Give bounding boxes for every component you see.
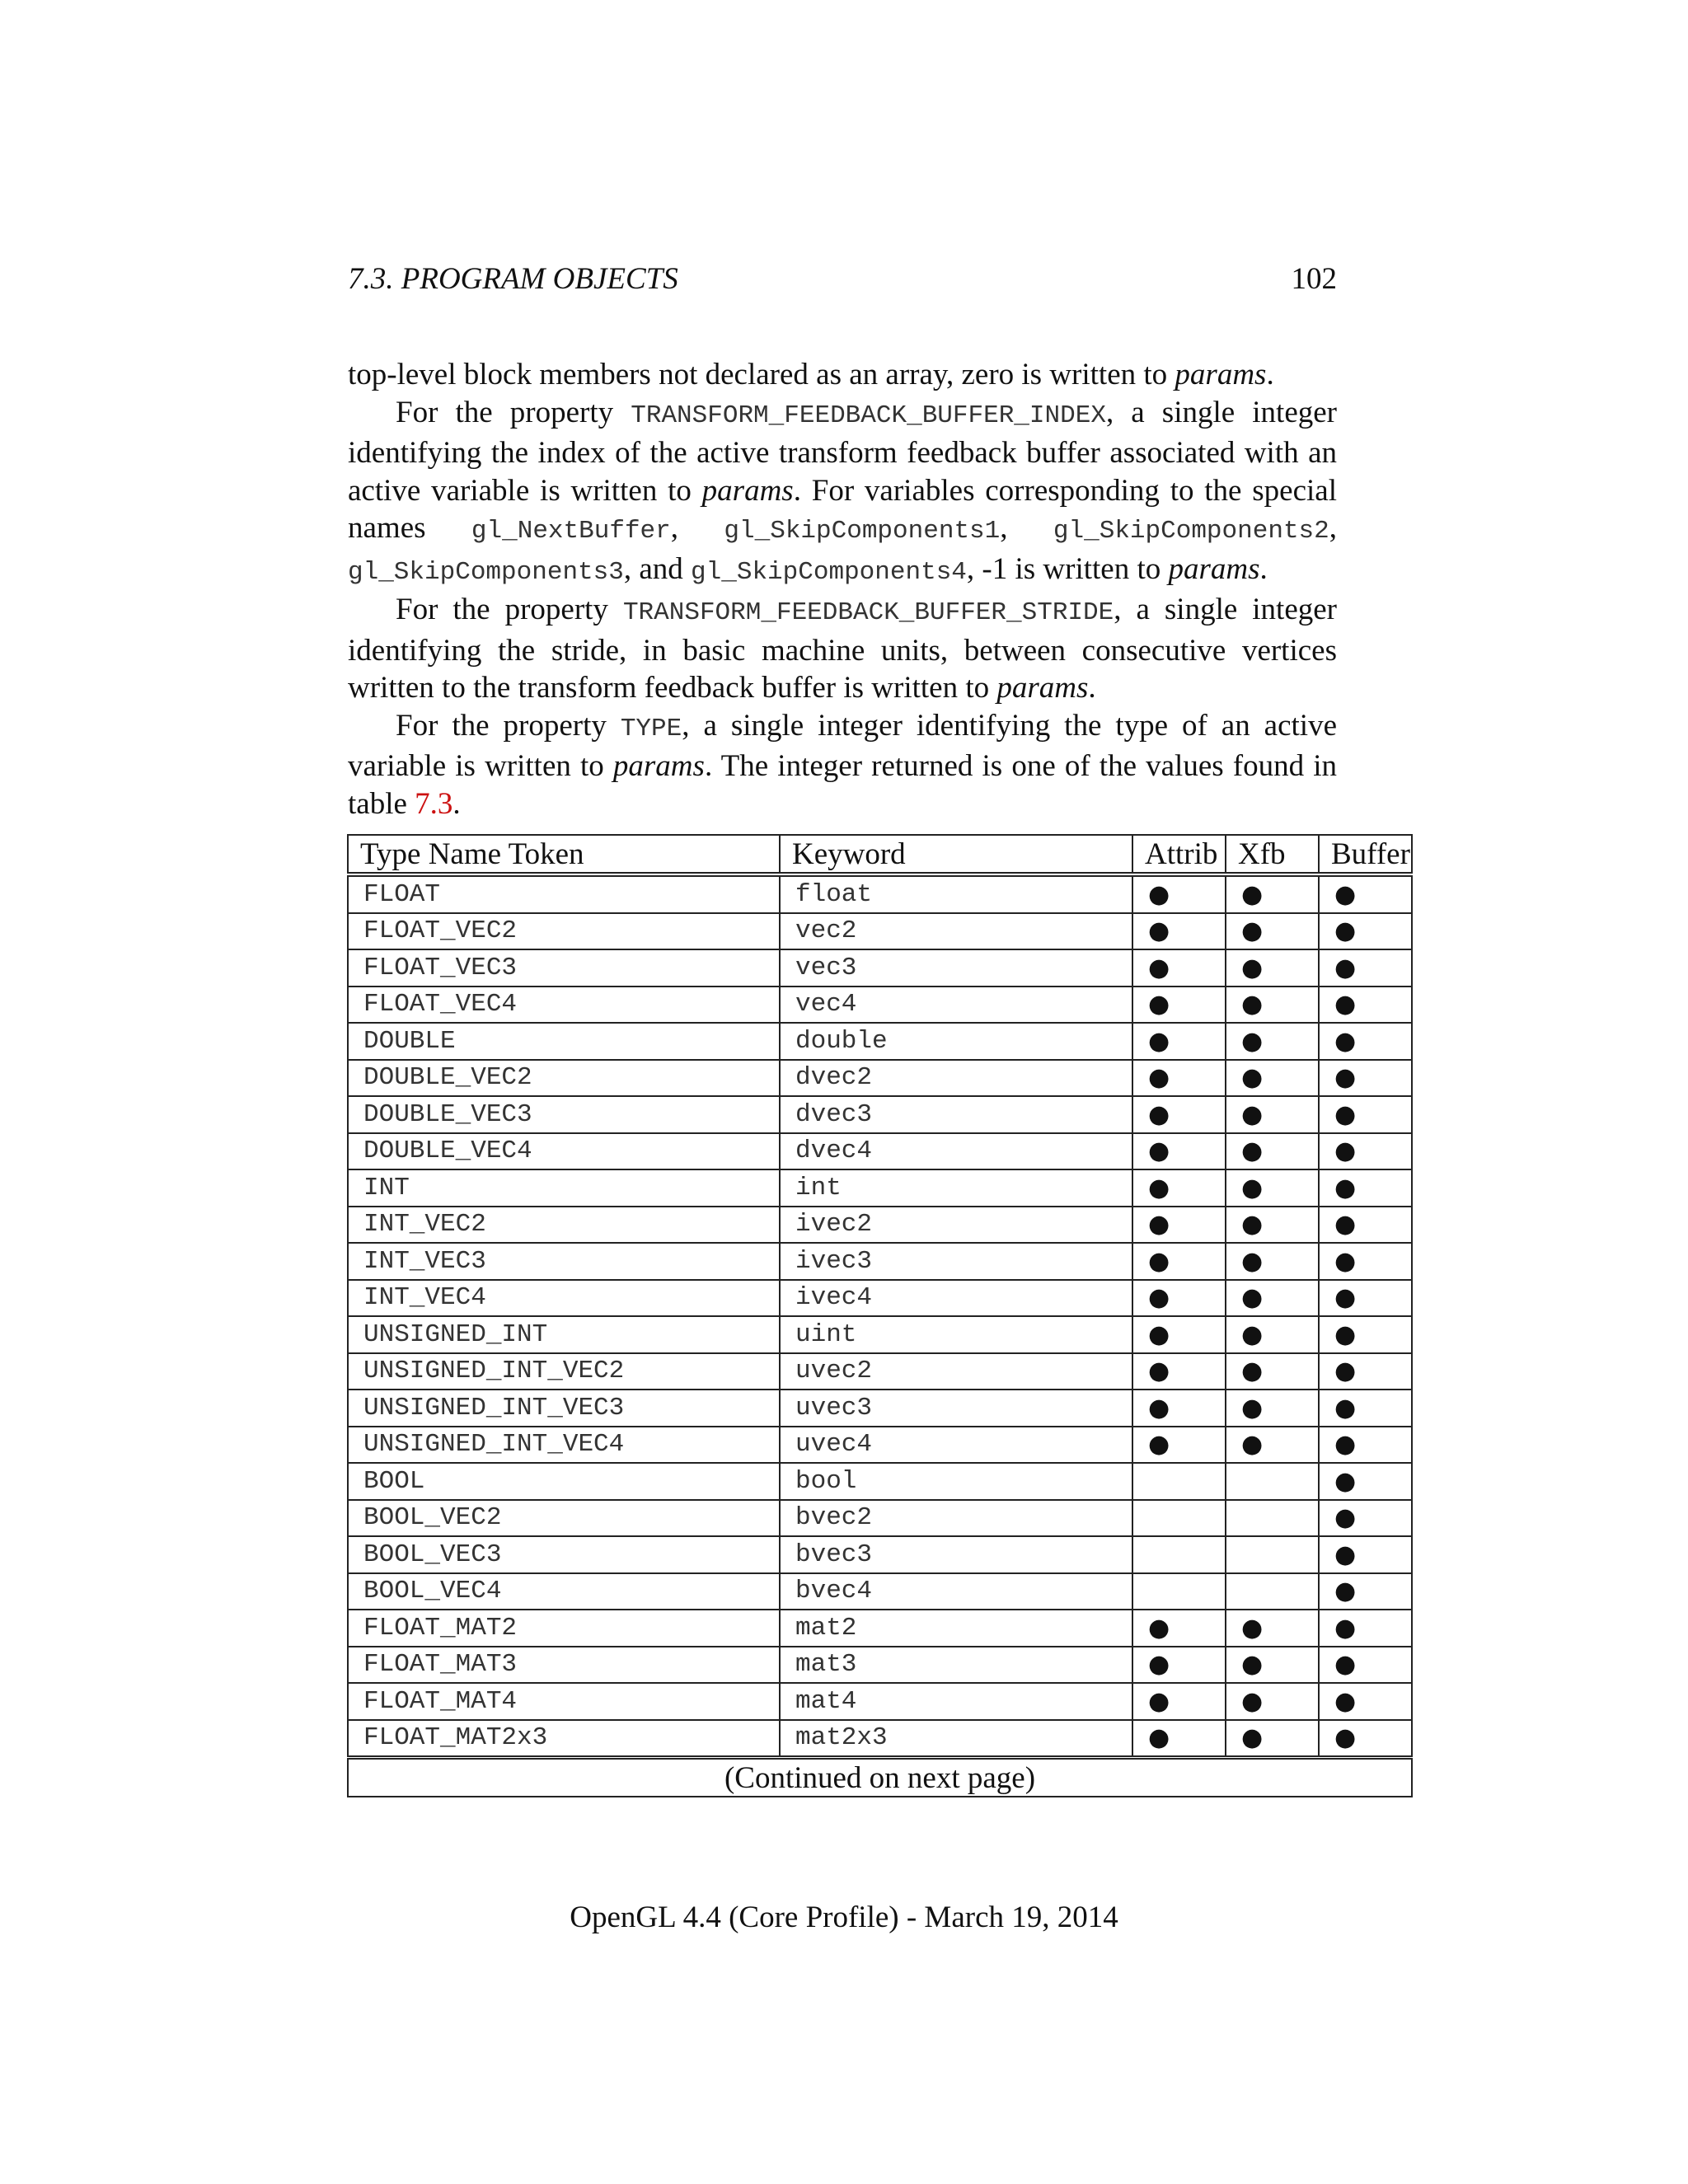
attrib-mark-cell: ● (1132, 1280, 1226, 1317)
table-row (348, 1207, 1412, 1244)
running-header (348, 259, 1337, 300)
buffer-mark-cell: ● (1319, 1353, 1412, 1390)
text-run: , (1000, 511, 1053, 545)
xfb-mark-cell: ● (1226, 1647, 1319, 1684)
code-token: gl_NextBuffer (471, 517, 671, 546)
buffer-mark-cell: ● (1319, 1133, 1412, 1170)
type-token-cell: DOUBLE_VEC2 (348, 1060, 780, 1097)
xfb-mark-cell: ● (1226, 1023, 1319, 1060)
attrib-mark-cell (1132, 1536, 1226, 1573)
xfb-mark-cell: ● (1226, 1280, 1319, 1317)
text-run: . For variables corresponding to the special names (348, 473, 1337, 545)
table-row (348, 1390, 1412, 1427)
table-row (348, 1683, 1412, 1720)
xfb-mark-cell: ● (1226, 1096, 1319, 1133)
type-token-cell: INT_VEC2 (348, 1207, 780, 1244)
buffer-mark-cell: ● (1319, 1390, 1412, 1427)
type-token-cell: INT (348, 1169, 780, 1207)
continued-row (348, 1758, 1412, 1797)
table-row (348, 1060, 1412, 1097)
code-token: gl_SkipComponents3 (348, 557, 624, 587)
buffer-mark-cell: ● (1319, 1316, 1412, 1353)
buffer-mark-cell: ● (1319, 1536, 1412, 1573)
type-token-cell: DOUBLE (348, 1023, 780, 1060)
table-row (348, 1316, 1412, 1353)
text-run: . (452, 786, 461, 821)
table-row (348, 1280, 1412, 1317)
table-header-row (348, 835, 1412, 874)
keyword-cell: vec3 (780, 949, 1132, 987)
page-footer: OpenGL 4.4 (Core Profile) - March 19, 2014 (570, 1900, 1118, 1934)
text-run: , -1 is written to (966, 551, 1169, 586)
keyword-cell: mat2 (780, 1610, 1132, 1647)
table-reference-link[interactable]: 7.3 (415, 786, 453, 821)
table-row (348, 1133, 1412, 1170)
paragraph-1 (348, 356, 1337, 394)
buffer-mark-cell: ● (1319, 1280, 1412, 1317)
type-token-cell: DOUBLE_VEC3 (348, 1096, 780, 1133)
attrib-mark-cell: ● (1132, 1647, 1226, 1684)
code-token: TYPE (620, 714, 682, 743)
type-token-cell: UNSIGNED_INT (348, 1316, 780, 1353)
table-row (348, 949, 1412, 987)
code-token: gl_SkipComponents2 (1053, 517, 1329, 546)
attrib-mark-cell: ● (1132, 1683, 1226, 1720)
text-run: top-level block members not declared as an array, zero is written to (348, 358, 1175, 391)
type-token-cell: BOOL (348, 1463, 780, 1500)
type-token-cell: FLOAT_MAT3 (348, 1647, 780, 1684)
table-row (348, 1720, 1412, 1758)
attrib-mark-cell: ● (1132, 1169, 1226, 1207)
attrib-mark-cell: ● (1132, 874, 1226, 913)
xfb-mark-cell: ● (1226, 1243, 1319, 1280)
attrib-mark-cell: ● (1132, 1096, 1226, 1133)
continued-note: (Continued on next page) (348, 1758, 1412, 1797)
table-row (348, 1096, 1412, 1133)
text-run: For the property (396, 395, 631, 429)
text-run: , a single integer identifying the index of the active transform feedback buffer associated with an active variable is written to (348, 395, 1337, 508)
buffer-mark-cell: ● (1319, 874, 1412, 913)
xfb-mark-cell: ● (1226, 1060, 1319, 1097)
italic-term: params (612, 749, 705, 783)
buffer-mark-cell: ● (1319, 1096, 1412, 1133)
header-keyword: Keyword (780, 835, 1132, 874)
italic-term: params (996, 671, 1089, 705)
buffer-mark-cell: ● (1319, 1243, 1412, 1280)
keyword-cell: mat4 (780, 1683, 1132, 1720)
buffer-mark-cell: ● (1319, 1573, 1412, 1610)
attrib-mark-cell: ● (1132, 1353, 1226, 1390)
keyword-cell: bool (780, 1463, 1132, 1500)
table-row (348, 1500, 1412, 1537)
type-token-cell: FLOAT (348, 874, 780, 913)
type-token-cell: DOUBLE_VEC4 (348, 1133, 780, 1170)
italic-term: params (1175, 358, 1267, 391)
buffer-mark-cell: ● (1319, 1610, 1412, 1647)
table-row (348, 1647, 1412, 1684)
text-run: . The integer returned is one of the values found in table (348, 749, 1337, 821)
attrib-mark-cell (1132, 1573, 1226, 1610)
type-token-cell: UNSIGNED_INT_VEC4 (348, 1427, 780, 1464)
text-run: For the property (396, 593, 623, 626)
attrib-mark-cell: ● (1132, 1610, 1226, 1647)
type-token-cell: INT_VEC4 (348, 1280, 780, 1317)
type-table (347, 834, 1413, 1797)
buffer-mark-cell: ● (1319, 987, 1412, 1024)
table-row (348, 913, 1412, 950)
attrib-mark-cell: ● (1132, 1427, 1226, 1464)
text-run: , (670, 511, 724, 545)
buffer-mark-cell: ● (1319, 1683, 1412, 1720)
xfb-mark-cell (1226, 1500, 1319, 1537)
keyword-cell: uvec2 (780, 1353, 1132, 1390)
type-token-cell: BOOL_VEC4 (348, 1573, 780, 1610)
text-run: . (1088, 671, 1096, 705)
text-run: For the property (396, 708, 621, 743)
keyword-cell: bvec4 (780, 1573, 1132, 1610)
table-row (348, 1463, 1412, 1500)
keyword-cell: ivec4 (780, 1280, 1132, 1317)
text-run: , a single integer identifying the stride, in basic machine units, between consecutive vertices written to the transform feedback buffer is written to (348, 593, 1337, 705)
table-row (348, 1023, 1412, 1060)
keyword-cell: ivec2 (780, 1207, 1132, 1244)
attrib-mark-cell (1132, 1463, 1226, 1500)
attrib-mark-cell: ● (1132, 913, 1226, 950)
buffer-mark-cell: ● (1319, 1647, 1412, 1684)
xfb-mark-cell: ● (1226, 1720, 1319, 1758)
xfb-mark-cell (1226, 1536, 1319, 1573)
keyword-cell: float (780, 874, 1132, 913)
xfb-mark-cell: ● (1226, 949, 1319, 987)
table-row (348, 1573, 1412, 1610)
type-token-cell: UNSIGNED_INT_VEC2 (348, 1353, 780, 1390)
keyword-cell: vec2 (780, 913, 1132, 950)
xfb-mark-cell (1226, 1463, 1319, 1500)
table-row (348, 1243, 1412, 1280)
keyword-cell: uvec3 (780, 1390, 1132, 1427)
paragraph-2 (348, 394, 1337, 592)
keyword-cell: mat2x3 (780, 1720, 1132, 1758)
xfb-mark-cell: ● (1226, 1133, 1319, 1170)
buffer-mark-cell: ● (1319, 1060, 1412, 1097)
table-row (348, 1536, 1412, 1573)
xfb-mark-cell: ● (1226, 1316, 1319, 1353)
table-body (348, 874, 1412, 1758)
attrib-mark-cell: ● (1132, 1390, 1226, 1427)
page-number: 102 (1291, 262, 1337, 296)
xfb-mark-cell: ● (1226, 874, 1319, 913)
attrib-mark-cell: ● (1132, 949, 1226, 987)
buffer-mark-cell: ● (1319, 913, 1412, 950)
keyword-cell: dvec3 (780, 1096, 1132, 1133)
header-xfb: Xfb (1226, 835, 1319, 874)
type-token-cell: FLOAT_MAT4 (348, 1683, 780, 1720)
header-attrib: Attrib (1132, 835, 1226, 874)
keyword-cell: uvec4 (780, 1427, 1132, 1464)
keyword-cell: dvec4 (780, 1133, 1132, 1170)
buffer-mark-cell: ● (1319, 1500, 1412, 1537)
keyword-cell: vec4 (780, 987, 1132, 1024)
type-token-cell: FLOAT_VEC2 (348, 913, 780, 950)
attrib-mark-cell: ● (1132, 1060, 1226, 1097)
header-buffer: Buffer (1319, 835, 1412, 874)
buffer-mark-cell: ● (1319, 1720, 1412, 1758)
xfb-mark-cell (1226, 1573, 1319, 1610)
type-token-cell: INT_VEC3 (348, 1243, 780, 1280)
table-row (348, 1353, 1412, 1390)
type-token-cell: FLOAT_VEC4 (348, 987, 780, 1024)
xfb-mark-cell: ● (1226, 1427, 1319, 1464)
attrib-mark-cell: ● (1132, 1720, 1226, 1758)
attrib-mark-cell: ● (1132, 1207, 1226, 1244)
text-run: . (1259, 551, 1268, 586)
buffer-mark-cell: ● (1319, 949, 1412, 987)
type-token-cell: UNSIGNED_INT_VEC3 (348, 1390, 780, 1427)
code-token: gl_SkipComponents1 (724, 517, 1001, 546)
xfb-mark-cell: ● (1226, 1207, 1319, 1244)
keyword-cell: double (780, 1023, 1132, 1060)
xfb-mark-cell: ● (1226, 913, 1319, 950)
code-token: TRANSFORM_FEEDBACK_BUFFER_INDEX (631, 401, 1106, 430)
table-row (348, 1169, 1412, 1207)
keyword-cell: int (780, 1169, 1132, 1207)
keyword-cell: bvec2 (780, 1500, 1132, 1537)
text-run: , and (623, 551, 692, 586)
type-token-cell: BOOL_VEC3 (348, 1536, 780, 1573)
type-token-cell: FLOAT_MAT2x3 (348, 1720, 780, 1758)
text-run: , (1329, 511, 1338, 545)
buffer-mark-cell: ● (1319, 1023, 1412, 1060)
italic-term: params (701, 473, 794, 508)
table-row (348, 1610, 1412, 1647)
text-run: . (1266, 358, 1274, 391)
attrib-mark-cell: ● (1132, 1243, 1226, 1280)
text-run: , a single integer identifying the type of an active variable is written to (348, 708, 1337, 783)
code-token: TRANSFORM_FEEDBACK_BUFFER_STRIDE (622, 598, 1114, 627)
xfb-mark-cell: ● (1226, 1683, 1319, 1720)
xfb-mark-cell: ● (1226, 1610, 1319, 1647)
table-row (348, 1427, 1412, 1464)
attrib-mark-cell: ● (1132, 1023, 1226, 1060)
buffer-mark-cell: ● (1319, 1427, 1412, 1464)
code-token: gl_SkipComponents4 (691, 557, 967, 587)
attrib-mark-cell: ● (1132, 1133, 1226, 1170)
buffer-mark-cell: ● (1319, 1463, 1412, 1500)
attrib-mark-cell (1132, 1500, 1226, 1537)
xfb-mark-cell: ● (1226, 1390, 1319, 1427)
attrib-mark-cell: ● (1132, 1316, 1226, 1353)
italic-term: params (1168, 551, 1260, 586)
body-text (348, 356, 1337, 823)
table-row (348, 987, 1412, 1024)
paragraph-4 (348, 707, 1337, 823)
buffer-mark-cell: ● (1319, 1169, 1412, 1207)
type-token-cell: FLOAT_VEC3 (348, 949, 780, 987)
xfb-mark-cell: ● (1226, 987, 1319, 1024)
table-row (348, 874, 1412, 913)
type-token-cell: BOOL_VEC2 (348, 1500, 780, 1537)
keyword-cell: ivec3 (780, 1243, 1132, 1280)
type-token-cell: FLOAT_MAT2 (348, 1610, 780, 1647)
keyword-cell: dvec2 (780, 1060, 1132, 1097)
paragraph-3 (348, 591, 1337, 707)
xfb-mark-cell: ● (1226, 1169, 1319, 1207)
attrib-mark-cell: ● (1132, 987, 1226, 1024)
section-title: 7.3. PROGRAM OBJECTS (348, 262, 678, 296)
keyword-cell: uint (780, 1316, 1132, 1353)
header-type-name-token: Type Name Token (348, 835, 780, 874)
keyword-cell: mat3 (780, 1647, 1132, 1684)
xfb-mark-cell: ● (1226, 1353, 1319, 1390)
keyword-cell: bvec3 (780, 1536, 1132, 1573)
buffer-mark-cell: ● (1319, 1207, 1412, 1244)
